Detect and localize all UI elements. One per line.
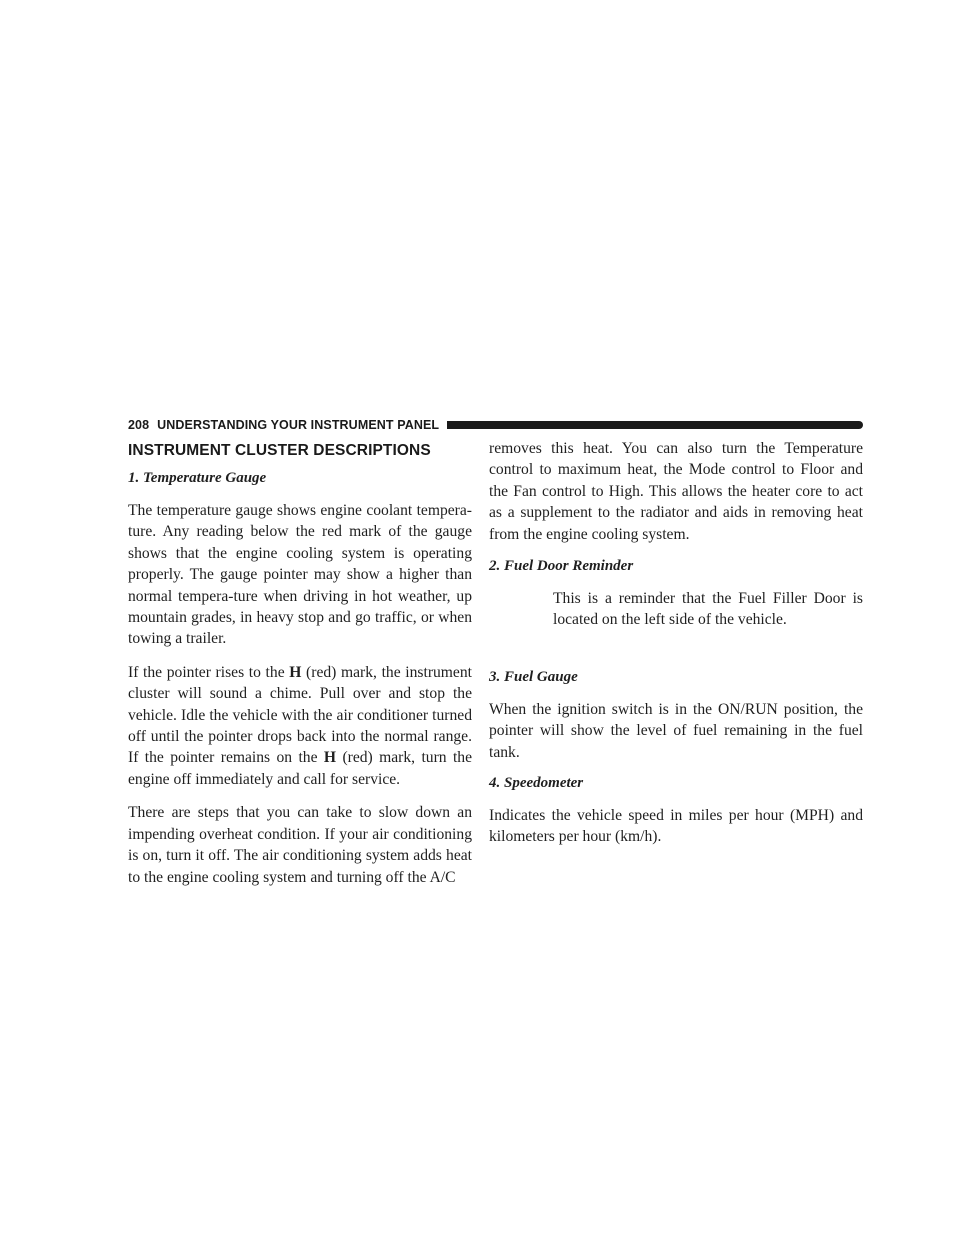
speedometer-heading: 4. Speedometer <box>489 775 584 792</box>
text-run: (red) mark, the instrument cluster will sound a chime. Pull over and stop the vehicle. Idle the vehicle with the air conditioner turned off until the pointer drops back into the normal range. If the pointer remains on the <box>128 663 472 767</box>
right-column <box>489 438 863 860</box>
overheat-continued-paragraph: removes this heat. You can also turn the Temperature control to maximum heat, the Mode control to Floor and the Fan control to High. This allows the heater core to act as a supplement to the radiator and aids in removing heat from the engine cooling system. <box>489 440 863 543</box>
left-column <box>128 438 472 900</box>
text-run: If the pointer rises to the <box>128 663 290 681</box>
temperature-gauge-paragraph: The temperature gauge shows engine coolant tempera-ture. Any reading below the red mark of the gauge shows that the engine cooling system is operating properly. The gauge pointer may show a higher than normal tempera-ture when driving in hot weather, up mountain grades, in heavy stop and go traffic, or when towing a trailer. <box>128 502 472 648</box>
icon-placeholder-space <box>489 643 863 669</box>
section-title: INSTRUMENT CLUSTER DESCRIPTIONS <box>128 442 431 459</box>
fuel-door-reminder-paragraph: This is a reminder that the Fuel Filler Door is located on the left side of the vehicle. <box>553 590 863 629</box>
pointer-rises-paragraph <box>128 662 472 790</box>
overheat-steps-paragraph: There are steps that you can take to slow down an impending overheat condition. If your air conditioning is on, turn it off. The air conditioning system adds heat to the engine cooling system and turning off the A/C <box>128 804 472 886</box>
fuel-door-reminder-heading: 2. Fuel Door Reminder <box>489 558 634 575</box>
text-run: (red) mark, turn the engine off immediately and call for service. <box>128 749 472 788</box>
header-rule <box>447 421 863 429</box>
speedometer-paragraph: Indicates the vehicle speed in miles per hour (MPH) and kilometers per hour (km/h). <box>489 807 863 846</box>
fuel-gauge-heading: 3. Fuel Gauge <box>489 668 578 685</box>
h-mark: H <box>323 749 337 767</box>
chapter-title: UNDERSTANDING YOUR INSTRUMENT PANEL <box>157 418 440 432</box>
h-mark: H <box>289 663 302 681</box>
fuel-gauge-paragraph: When the ignition switch is in the ON/RUN position, the pointer will show the level of fuel remaining in the fuel tank. <box>489 700 863 761</box>
page-header <box>128 418 863 432</box>
temperature-gauge-heading: 1. Temperature Gauge <box>128 470 267 486</box>
page-number: 208 <box>128 418 150 432</box>
